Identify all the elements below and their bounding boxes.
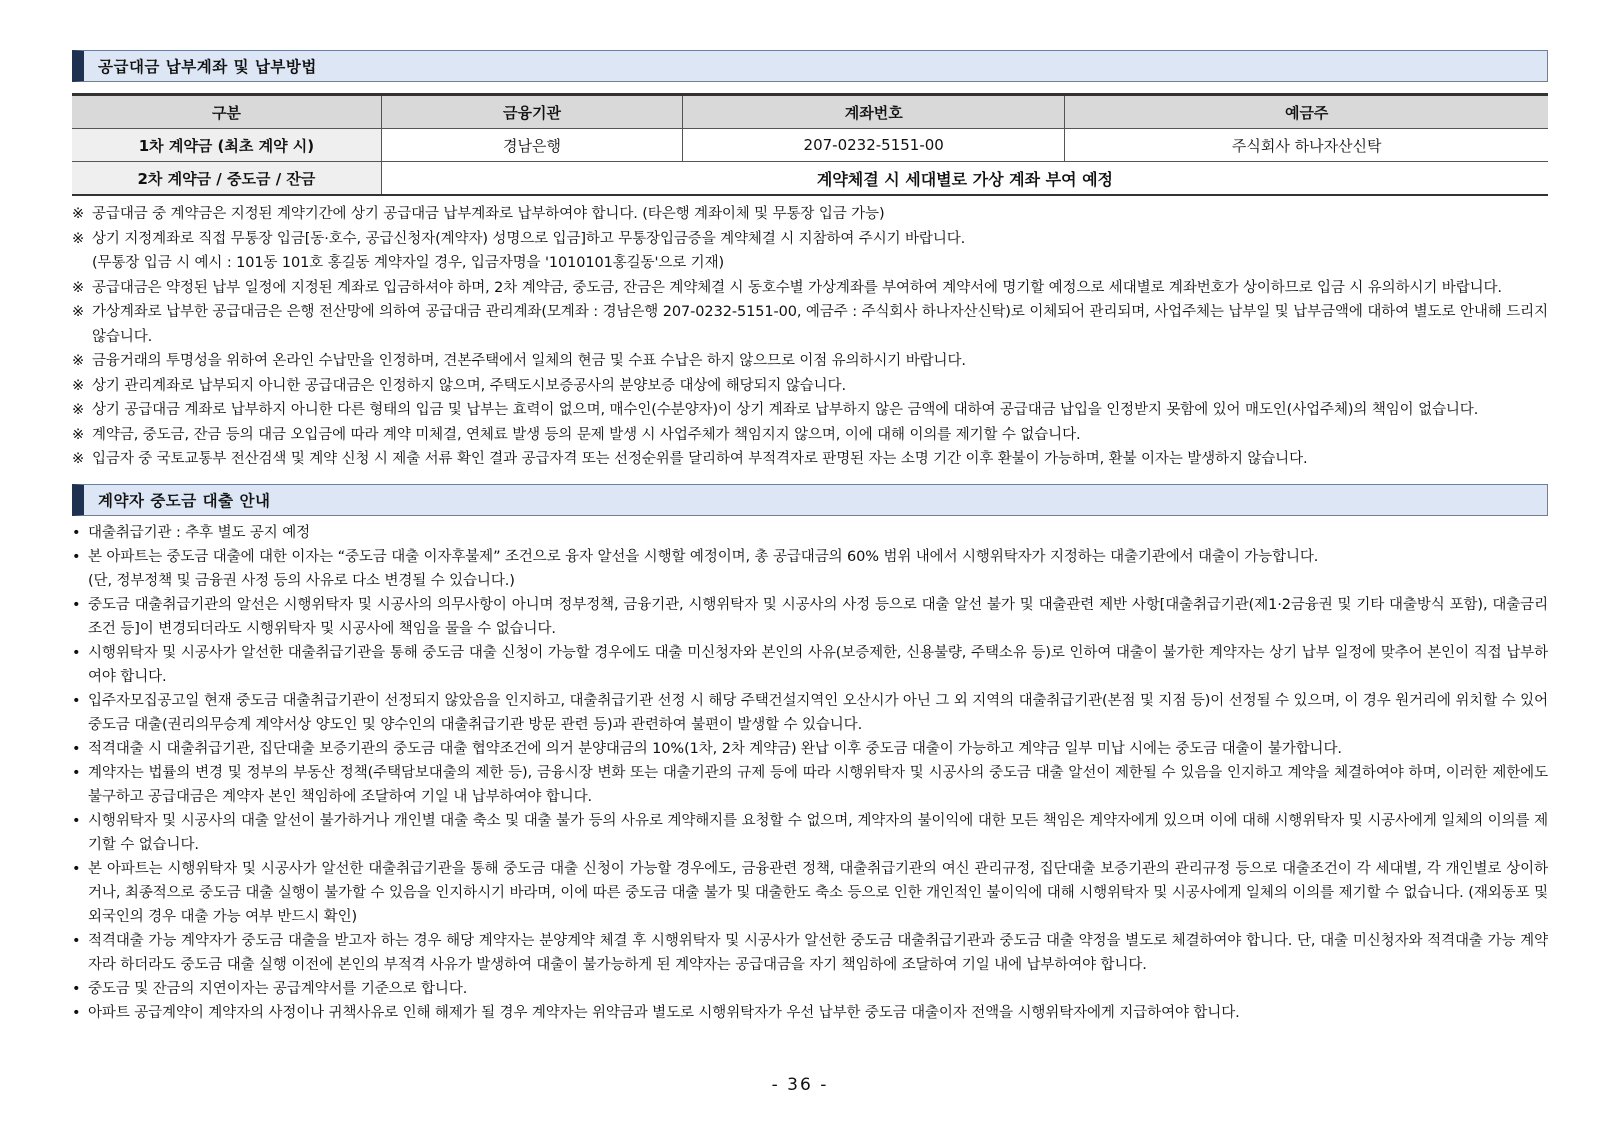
note-mark: ※ [72, 279, 85, 296]
table-row [72, 162, 1548, 196]
bullet-mark: • [72, 596, 81, 613]
list-item: • 중도금 대출취급기관의 알선은 시행위탁자 및 시공사의 의무사항이 아니며 정부정책, 금융기관, 시행위탁자 및 시공사의 사정 등으로 대출 알선 불가 및 대출관련 제반 사항[대출취급기관(제1·2금융권 및 기타 대출방식 포함), 대출금리 조건 등]이 변경되더라도 시행위탁자 및 시공사에 책임을 물을 수 없습니다. [72, 593, 1548, 641]
note-mark: ※ [72, 304, 85, 320]
section-title: 공급대금 납부계좌 및 납부방법 [98, 58, 317, 76]
bullet-mark: • [72, 860, 81, 877]
section-header-interim-loan [72, 484, 1548, 516]
list-item: • 중도금 및 잔금의 지연이자는 공급계약서를 기준으로 합니다. [72, 977, 1548, 1001]
list-item: ※ 공급대금 중 계약금은 지정된 계약기간에 상기 공급대금 납부계좌로 납부하여야 합니다. (타은행 계좌이체 및 무통장 입금 가능) [72, 202, 1548, 227]
list-item: ※ 금융거래의 투명성을 위하여 온라인 수납만을 인정하며, 견본주택에서 일체의 현금 및 수표 수납은 하지 않으므로 이점 유의하시기 바랍니다. [72, 349, 1548, 374]
bullet-mark: • [72, 980, 81, 997]
list-item: ※ 상기 지정계좌로 직접 무통장 입금[동·호수, 공급신청자(계약자) 성명으로 입금]하고 무통장입금증을 계약체결 시 지참하여 주시기 바랍니다. [72, 227, 1548, 252]
bullet-mark: • [72, 932, 81, 949]
table-header-cell: 예금주 [1065, 95, 1548, 129]
list-item: • 적격대출 가능 계약자가 중도금 대출을 받고자 하는 경우 해당 계약자는 분양계약 체결 후 시행위탁자 및 시공사가 알선한 중도금 대출취급기관과 중도금 대출 약정을 별도로 체결하여야 합니다. 단, 대출 미신청자와 적격대출 가능 계약자라 하더라도 중도금 대출 실행 이전에 본인의 부적격 사유가 발생하여 대출이 불가능하게 된 계약자는 공급대금을 자기 책임하에 조달하여 기일 내에 납부하여야 합니다. [72, 929, 1548, 977]
section-title: 계약자 중도금 대출 안내 [98, 491, 271, 510]
note-mark: ※ [72, 230, 85, 247]
list-item: ※ 계약금, 중도금, 잔금 등의 대금 오입금에 따라 계약 미체결, 연체료 발생 등의 문제 발생 시 사업주체가 책임지지 않으며, 이에 대해 이의를 제기할 수 없습니다. [72, 423, 1548, 448]
payment-notes-list [72, 202, 1548, 472]
list-item: ※ 가상계좌로 납부한 공급대금은 은행 전산망에 의하여 공급대금 관리계좌(모계좌 : 경남은행 207-0232-5151-00, 예금주 : 주식회사 하나자산신탁)로 이체되어 관리되며, 사업주체는 납부일 및 납부금액에 대하여 별도로 안내해 드리지 않습니다. [72, 300, 1548, 349]
bullet-mark: • [72, 740, 81, 757]
note-mark: ※ [72, 206, 85, 222]
note-mark: ※ [72, 451, 85, 467]
payment-account-table [72, 93, 1548, 196]
list-item: • 본 아파트는 중도금 대출에 대한 이자는 “중도금 대출 이자후불제” 조건으로 융자 알선을 시행할 예정이며, 총 공급대금의 60% 범위 내에서 시행위탁자가 지정하는 대출기관에서 대출이 가능합니다. [72, 545, 1548, 569]
list-item-example: (무통장 입금 시 예시 : 101동 101호 홍길동 계약자일 경우, 입금자명을 '1010101홍길동'으로 기재) [92, 255, 725, 271]
list-item: • 시행위탁자 및 시공사의 대출 알선이 불가하거나 개인별 대출 축소 및 대출 불가 등의 사유로 계약해지를 요청할 수 없으며, 계약자의 불이익에 대한 모든 책임은 계약자에게 있으며 이에 대해 시행위탁자 및 시공사에게 일체의 이의를 제기할 수 없습니다. [72, 809, 1548, 857]
note-mark: ※ [72, 353, 85, 369]
list-item: ※ 상기 공급대금 계좌로 납부하지 아니한 다른 형태의 입금 및 납부는 효력이 없으며, 매수인(수분양자)이 상기 계좌로 납부하지 않은 금액에 대하여 공급대금 납입을 인정받지 못함에 있어 매도인(사업주체)의 책임이 없습니다. [72, 398, 1548, 423]
note-mark: ※ [72, 426, 85, 443]
table-cell-virtual-account-note: 계약체결 시 세대별로 가상 계좌 부여 예정 [381, 162, 1548, 196]
list-item: • 아파트 공급계약이 계약자의 사정이나 귀책사유로 인해 해제가 될 경우 계약자는 위약금과 별도로 시행위탁자가 우선 납부한 중도금 대출이자 전액을 시행위탁자에게 지급하여야 합니다. [72, 1001, 1548, 1025]
list-item-sub: (단, 정부정책 및 금융권 사정 등의 사유로 다소 변경될 수 있습니다.) [88, 572, 515, 589]
table-cell-account-holder: 주식회사 하나자산신탁 [1065, 129, 1548, 162]
note-mark: ※ [72, 377, 85, 394]
table-cell-bank: 경남은행 [381, 129, 682, 162]
list-item: • 계약자는 법률의 변경 및 정부의 부동산 정책(주택담보대출의 제한 등), 금융시장 변화 또는 대출기관의 규제 등에 따라 시행위탁자 및 시공사의 중도금 대출 알선이 제한될 수 있음을 인지하고 계약을 체결하여야 하며, 이러한 제한에도 불구하고 공급대금은 계약자 본인 책임하에 조달하여 기일 내 납부하여야 합니다. [72, 761, 1548, 809]
bullet-mark: • [72, 524, 81, 541]
list-item: • 적격대출 시 대출취급기관, 집단대출 보증기관의 중도금 대출 협약조건에 의거 분양대금의 10%(1차, 2차 계약금) 완납 이후 중도금 대출이 가능하고 계약금 일부 미납 시에는 중도금 대출이 불가합니다. [72, 737, 1548, 761]
list-item: • 입주자모집공고일 현재 중도금 대출취급기관이 선정되지 않았음을 인지하고, 대출취급기관 선정 시 해당 주택건설지역인 오산시가 아닌 그 외 지역의 대출취급기관(본점 및 지점 등)이 선정될 수 있으며, 이 경우 원거리에 위치할 수 있어 중도금 대출(권리의무승계 계약서상 양도인 및 양수인의 대출취급기관 방문 관련 등)과 관련하여 불편이 발생할 수 있습니다. [72, 689, 1548, 737]
list-item: • 본 아파트는 시행위탁자 및 시공사가 알선한 대출취급기관을 통해 중도금 대출 신청이 가능할 경우에도, 금융관련 정책, 대출취급기관의 여신 관리규정, 집단대출 보증기관의 관리규정 등으로 대출조건이 각 세대별, 각 개인별로 상이하거나, 최종적으로 중도금 대출 실행이 불가할 수 있음을 인지하시기 바라며, 이에 따른 중도금 대출 불가 및 대출한도 축소 등으로 인한 개인적인 불이익에 대해 시행위탁자 및 시공사에게 일체의 이의를 제기할 수 없습니다. (재외동포 및 외국인의 경우 대출 가능 여부 반드시 확인) [72, 857, 1548, 929]
note-mark: ※ [72, 402, 85, 418]
section-header-payment-account [72, 50, 1548, 82]
list-item: ※ 상기 관리계좌로 납부되지 아니한 공급대금은 인정하지 않으며, 주택도시보증공사의 분양보증 대상에 해당되지 않습니다. [72, 374, 1548, 399]
table-row [72, 129, 1548, 162]
table-header-cell: 계좌번호 [683, 95, 1065, 129]
bullet-mark: • [72, 548, 81, 565]
list-item: • 시행위탁자 및 시공사가 알선한 대출취급기관을 통해 중도금 대출 신청이 가능할 경우에도 대출 미신청자와 본인의 사유(보증제한, 신용불량, 주택소유 등)로 인하여 대출이 불가한 계약자는 상기 납부 일정에 맞추어 본인이 직접 납부하여야 합니다. [72, 641, 1548, 689]
table-header-row [72, 95, 1548, 129]
bullet-mark: • [72, 1004, 81, 1021]
table-cell-category: 2차 계약금 / 중도금 / 잔금 [72, 162, 381, 196]
list-item: • 대출취급기관 : 추후 별도 공지 예정 [72, 521, 1548, 545]
list-item: ※ 입금자 중 국토교통부 전산검색 및 계약 신청 시 제출 서류 확인 결과 공급자격 또는 선정순위를 달리하여 부적격자로 판명된 자는 소명 기간 이후 환불이 가능하며, 환불 이자는 발생하지 않습니다. [72, 447, 1548, 472]
document-page [72, 50, 1548, 1025]
table-cell-category: 1차 계약금 (최초 계약 시) [72, 129, 381, 162]
bullet-mark: • [72, 764, 81, 781]
bullet-mark: • [72, 644, 81, 661]
loan-notes-list [72, 521, 1548, 1025]
bullet-mark: • [72, 692, 81, 709]
table-cell-account-number: 207-0232-5151-00 [683, 129, 1065, 162]
bullet-mark: • [72, 812, 81, 829]
table-header-cell: 금융기관 [381, 95, 682, 129]
table-header-cell: 구분 [72, 95, 381, 129]
list-item: ※ 공급대금은 약정된 납부 일정에 지정된 계좌로 입금하셔야 하며, 2차 계약금, 중도금, 잔금은 계약체결 시 동호수별 가상계좌를 부여하여 계약서에 명기할 예정으로 세대별로 계좌번호가 상이하므로 입금 시 유의하시기 바랍니다. [72, 276, 1548, 301]
page-number: - 36 - [771, 1075, 829, 1095]
